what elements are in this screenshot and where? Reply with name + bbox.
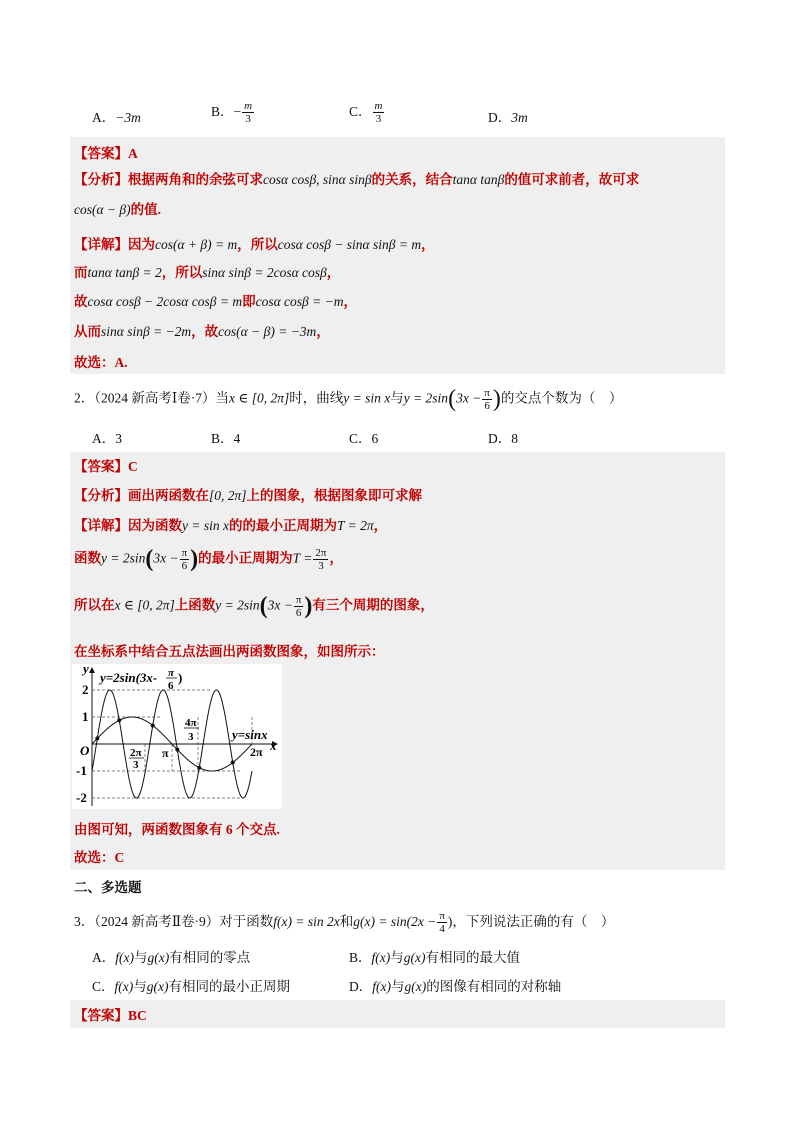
intersection-point [175,748,179,752]
stem-text: 的交点个数为（ ） [500,390,623,406]
detail-text: 函数 [74,550,101,566]
q2-option-d [488,427,518,447]
detail-expr: T = 2π [336,518,374,533]
analysis-expr: cosα cosβ, sinα sinβ [263,172,372,187]
detail-text: 有三个周期的图象， [312,597,434,613]
tick-4pi3-den: 3 [188,731,194,743]
q2-detail-line4: 在坐标系中结合五点法画出两函数图象，如图所示： [74,644,385,659]
q2-option-c [349,427,378,447]
stem-text: 3．（2024 新高考Ⅱ卷·9）对于函数 [74,914,274,929]
q1-option-d [488,106,528,126]
stem-expr: ) [447,914,453,929]
option-fraction [242,100,254,125]
detail-text: 所以在 [74,597,115,613]
option-expr: f(x) [114,979,134,994]
option-label: C． [349,431,372,446]
tick-y-1: 1 [82,709,89,724]
q1-choice: 故选：A. [74,355,128,370]
analysis-text: 的值可求前者，故可求 [504,172,640,187]
option-label: B． [349,950,372,965]
q1-solution-box [70,137,725,374]
option-text: 与 [133,979,147,994]
option-label: C． [92,979,115,994]
stem-expr: 3x − [456,390,482,406]
option-text: 有相同的零点 [169,950,251,965]
curve2-label: y=sinx [232,727,268,742]
detail-text: 因为 [128,237,155,252]
option-label: B． [211,104,234,119]
frac-den: 3 [318,560,324,572]
frac-den: 3 [375,113,382,126]
curve1-label: y=2sin(3x- [100,670,158,685]
detail-text: 即 [242,294,256,309]
q2-analysis [74,484,422,504]
tick-2pi3-num: 2π [130,747,142,759]
stem-expr: y = sin x [343,390,391,406]
q1-detail-line3 [74,290,357,310]
frac-den: 6 [295,607,302,619]
detail-text: 从而 [74,324,101,339]
stem-text: 与 [390,390,404,406]
q2-detail-line3: 所以在x ∈ [0, 2π]上函数y = 2sin(3x − $\frac{\pi}{6}$ )有三个周期的图象， [74,593,434,619]
detail-expr: cos(α − β) = −3m [218,324,317,339]
tick-y-neg2: -2 [76,790,87,805]
option-text: 的图像有相同的对称轴 [426,979,562,994]
detail-text: 而 [74,265,88,280]
q3-answer-box [70,1000,725,1028]
q3-option-d [349,975,561,995]
stem-fraction [437,910,447,935]
analysis-text: 上的图象，根据图象即可求解 [246,488,423,503]
detail-text: ， [421,237,435,252]
frac-num: 2π [315,547,327,559]
detail-text: 故 [74,294,88,309]
q2-figure [72,664,282,809]
detail-text: ，所以 [161,265,203,280]
analysis-expr: [0, 2π] [209,488,247,503]
detail-text: ， [316,324,330,339]
detail-fraction [313,547,328,572]
detail-expr: cosα cosβ − 2cosα cosβ = m [87,294,243,309]
q2-detail-line2: 函数y = 2sin(3x − $\frac{\pi}{6}$ )的最小正周期为T = $\frac{2\pi}{3}$ ， [74,546,343,572]
detail-expr: y = sin x [182,518,229,533]
option-label: A． [92,431,116,446]
graph-svg [72,664,282,809]
q2-choice: 故选：C [74,850,125,865]
option-expr: g(x) [147,950,170,965]
option-expr: f(x) [115,950,134,965]
detail-text: ， [326,265,341,280]
option-value: 4 [233,431,241,446]
stem-text: 时，曲线 [289,390,344,406]
q1-detail-line4 [74,320,330,340]
detail-expr: 3x − [267,597,293,613]
option-expr: f(x) [372,979,391,994]
frac-den: 4 [439,923,445,936]
detail-expr: sinα sinβ = 2cosα cosβ [202,265,327,280]
origin-label: O [80,743,90,758]
intersection-point [117,718,121,722]
detail-tag: 【详解】 [74,518,128,533]
frac-num: π [295,594,302,606]
q1-option-b [211,100,255,125]
detail-text: ，故 [191,324,219,339]
option-text: 有相同的最大值 [425,950,520,965]
q1-analysis [74,168,639,188]
intersection-point [151,723,155,727]
q1-option-c [349,100,385,125]
analysis-text: 根据两角和的余弦可求 [128,172,263,187]
option-label: D． [349,979,373,994]
tick-y-2: 2 [82,682,89,697]
stem-text: ，下列说法正确的有（ ） [452,914,615,929]
detail-expr: 3x − [153,550,179,566]
detail-text: ， [343,294,357,309]
tick-pi: π [162,746,169,760]
detail-expr: y = 2sin [215,597,260,613]
tick-y-neg1: -1 [76,763,87,778]
frac-num: π [439,910,445,923]
option-label: D． [488,431,512,446]
detail-text: ， [329,550,343,566]
curve1-frac-num: π [168,667,175,679]
q2-option-b [211,427,240,447]
frac-num: m [244,100,253,113]
q3-option-a [92,946,250,966]
option-expr: g(x) [404,979,427,994]
q2-conclusion: 由图可知，两函数图象有 6 个交点. [74,822,280,837]
intersection-point [95,736,99,740]
stem-expr: g(x) = sin(2x − [353,914,437,929]
analysis-tag: 【分析】 [74,172,128,187]
analysis-expr: tanα tanβ [452,172,505,187]
option-text: 与 [390,950,404,965]
q2-solution-box [70,452,725,870]
q3-answer: 【答案】BC [74,1008,147,1023]
x-axis-label: x [270,738,277,753]
option-prefix: − [233,104,242,119]
frac-den: 3 [245,113,251,126]
curve1-close: ) [178,670,183,685]
analysis-text: 的关系，结合 [371,172,453,187]
option-label: C． [349,104,372,119]
curve1-frac-den: 6 [168,680,174,692]
section-heading: 二、多选题 [74,880,142,896]
option-expr: g(x) [403,950,426,965]
detail-text: 因为函数 [128,518,182,533]
analysis-text: 的值. [130,202,162,217]
frac-den: 6 [181,560,188,572]
q2-detail-line1 [74,514,387,534]
detail-text: ， [373,518,388,533]
detail-expr: cosα cosβ − sinα sinβ = m [277,237,422,252]
option-fraction [373,100,385,125]
detail-expr: tanα tanβ = 2 [87,265,162,280]
intersection-point [197,766,201,770]
frac-num: m [374,100,383,113]
option-text: 有相同的最小正周期 [168,979,290,994]
option-value: −3m [115,110,141,125]
option-label: A． [92,110,116,125]
q3-option-b [349,946,520,966]
q2-option-a [92,427,122,447]
detail-expr: cos(α + β) = m [155,237,238,252]
stem-text: 和 [339,914,354,929]
q3-stem [74,910,614,935]
option-value: 8 [511,431,518,446]
stem-text: 2．（2024 新高考Ⅰ卷·7）当 [74,390,229,406]
detail-expr: x ∈ [0, 2π] [114,597,175,613]
detail-expr: sinα sinβ = −2m [101,324,192,339]
option-label: D． [488,110,512,125]
detail-expr: cosα cosβ = −m [255,294,344,309]
option-expr: f(x) [371,950,391,965]
analysis-expr: cos(α − β) [74,202,131,217]
tick-4pi3-num: 4π [185,717,197,729]
detail-expr: T = [292,550,313,566]
q1-analysis-cont [74,198,161,218]
stem-fraction [482,387,492,412]
y-axis-label: y [83,664,89,676]
detail-text: 的的最小正周期为 [228,518,337,533]
option-label: A． [92,950,116,965]
frac-num: π [484,387,490,399]
stem-expr: f(x) = sin 2x [273,914,340,929]
q2-answer: 【答案】C [74,459,138,474]
option-expr: g(x) [146,979,169,994]
stem-expr: y = 2sin [403,390,449,406]
detail-tag: 【详解】 [74,237,128,252]
detail-expr: y = 2sin [101,550,146,566]
intersection-point [231,761,235,765]
q1-option-a [92,106,141,126]
option-label: B． [211,431,234,446]
option-text: 与 [133,950,148,965]
detail-fraction [294,594,304,619]
q1-detail-line2 [74,261,340,281]
q1-detail-line1 [74,233,435,253]
q3-option-c [92,975,290,995]
frac-num: π [181,547,188,559]
tick-2pi: 2π [250,745,263,759]
analysis-tag: 【分析】 [74,488,128,503]
analysis-text: 画出两函数在 [128,488,209,503]
stem-expr: x ∈ [0, 2π] [228,390,290,406]
q2-stem: 2．（2024 新高考Ⅰ卷·7）当x ∈ [0, 2π]时，曲线y = sin x与y = 2sin(3x − $\frac{\pi}{6}$ )的交点个数为（ ） [74,386,623,412]
detail-text: ，所以 [237,237,278,252]
option-value: 3 [115,431,122,446]
option-value: 3m [511,110,528,125]
detail-text: 上函数 [174,597,216,613]
q1-answer: 【答案】A [74,146,138,161]
option-text: 与 [390,979,405,994]
detail-fraction [180,547,190,572]
tick-2pi3-den: 3 [133,759,139,771]
frac-den: 6 [484,400,490,412]
detail-text: 的最小正周期为 [198,550,293,566]
option-value: 6 [371,431,379,446]
